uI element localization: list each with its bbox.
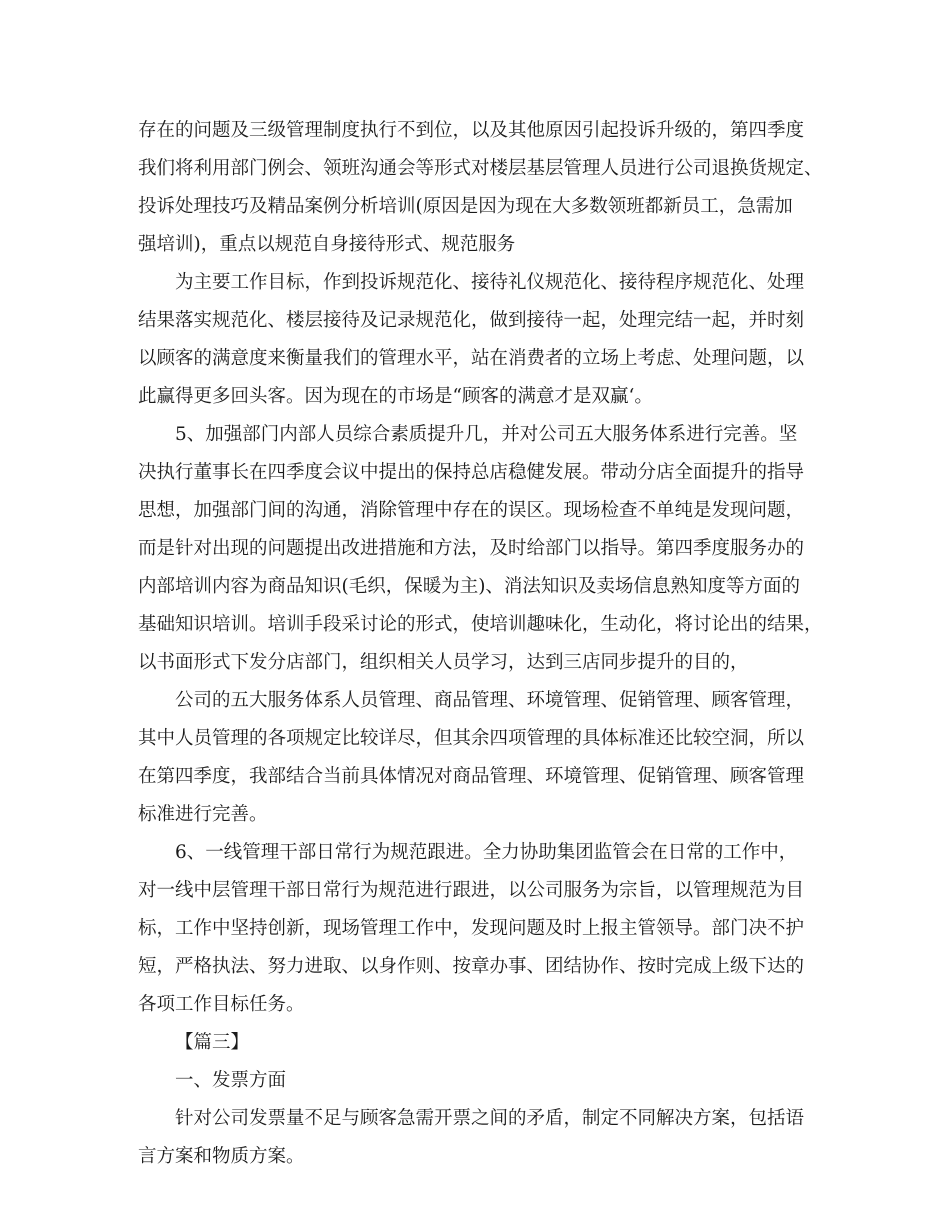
subsection-heading: 一、发票方面: [175, 1070, 287, 1091]
text-line: 言方案和物质方案。: [138, 1146, 305, 1167]
text-line: 以书面形式下发分店部门，组织相关人员学习，达到三店同步提升的目的，: [138, 652, 749, 673]
text-line: 公司的五大服务体系人员管理、商品管理、环境管理、促销管理、顾客管理，: [175, 690, 805, 711]
text-line: 思想，加强部门间的沟通，消除管理中存在的误区。现场检查不单纯是发现问题，: [138, 500, 805, 521]
text-line: 以顾客的满意度来衡量我们的管理水平，站在消费者的立场上考虑、处理问题，以: [138, 348, 805, 369]
text-line: 在第四季度，我部结合当前具体情况对商品管理、环境管理、促销管理、顾客管理: [138, 766, 805, 787]
text-line: 我们将利用部门例会、领班沟通会等形式对楼层基层管理人员进行公司退换货规定、: [138, 158, 823, 179]
text-line: 标准进行完善。: [138, 804, 268, 825]
text-line: 基础知识培训。培训手段采讨论的形式，使培训趣味化，生动化，将讨论出的结果，: [138, 614, 823, 635]
text-line: 此赢得更多回头客。因为现在的市场是“顾客的满意才是双赢‘。: [138, 386, 653, 407]
text-line: 强培训)，重点以规范自身接待形式、规范服务: [138, 234, 516, 255]
text-line: 而是针对出现的问题提出改进措施和方法，及时给部门以指导。第四季度服务办的: [138, 538, 805, 559]
text-line: 对一线中层管理干部日常行为规范进行跟进，以公司服务为宗旨，以管理规范为目: [138, 880, 805, 901]
text-line: 针对公司发票量不足与顾客急需开票之间的矛盾，制定不同解决方案，包括语: [175, 1108, 805, 1129]
text-line: 各项工作目标任务。: [138, 994, 305, 1015]
text-line: 标，工作中坚持创新，现场管理工作中，发现问题及时上报主管领导。部门决不护: [138, 918, 805, 939]
section-heading: 【篇三】: [175, 1032, 250, 1053]
text-line: 其中人员管理的各项规定比较详尽，但其余四项管理的具体标准还比较空洞，所以: [138, 728, 805, 749]
text-line: 6、一线管理干部日常行为规范跟进。全力协助集团监管会在日常的工作中，: [175, 842, 798, 863]
text-line: 存在的问题及三级管理制度执行不到位，以及其他原因引起投诉升级的，第四季度: [138, 120, 805, 141]
text-line: 决执行董事长在四季度会议中提出的保持总店稳健发展。带动分店全面提升的指导: [138, 462, 805, 483]
text-line: 为主要工作目标，作到投诉规范化、接待礼仪规范化、接待程序规范化、处理: [175, 272, 805, 293]
text-line: 5、加强部门内部人员综合素质提升几，并对公司五大服务体系进行完善。坚: [175, 424, 798, 445]
text-line: 短，严格执法、努力进取、以身作则、按章办事、团结协作、按时完成上级下达的: [138, 956, 805, 977]
text-line: 结果落实规范化、楼层接待及记录规范化，做到接待一起，处理完结一起，并时刻: [138, 310, 805, 331]
text-line: 内部培训内容为商品知识(毛织，保暖为主)、消法知识及卖场信息熟知度等方面的: [138, 576, 800, 597]
text-line: 投诉处理技巧及精品案例分析培训(原因是因为现在大多数领班都新员工，急需加: [138, 196, 793, 217]
